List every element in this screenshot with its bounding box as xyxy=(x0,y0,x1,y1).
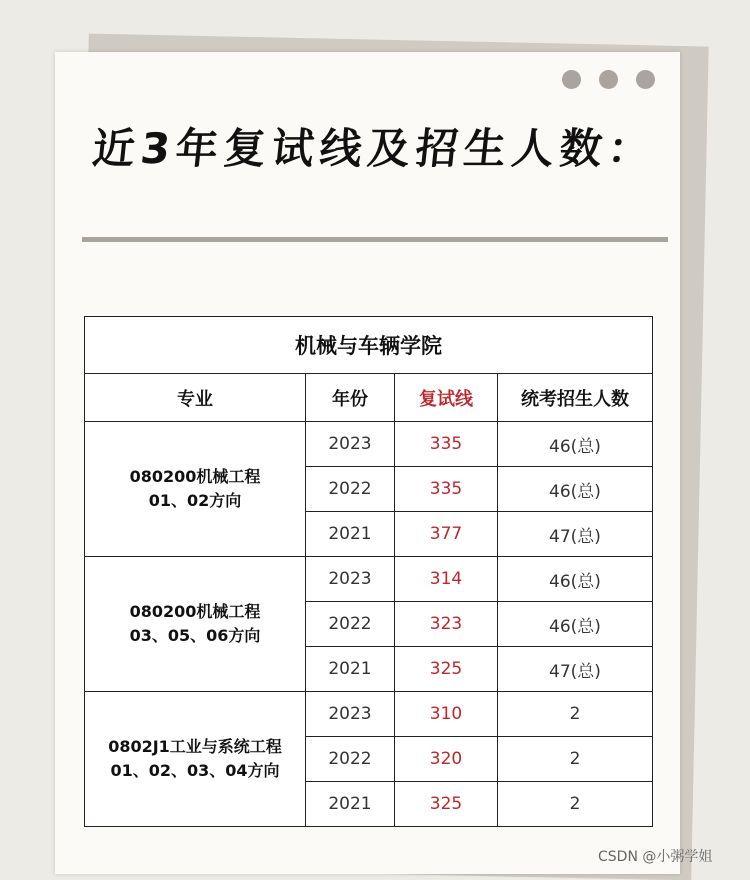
table-caption: 机械与车辆学院 xyxy=(85,317,653,374)
score-cell: 335 xyxy=(395,467,498,512)
table-row xyxy=(85,422,653,467)
year-cell: 2023 xyxy=(306,692,395,737)
score-cell: 323 xyxy=(395,602,498,647)
major-name: 080200机械工程 xyxy=(129,602,261,621)
year-cell: 2021 xyxy=(306,647,395,692)
year-cell: 2021 xyxy=(306,512,395,557)
score-cell: 325 xyxy=(395,782,498,827)
table-row xyxy=(85,557,653,602)
year-cell: 2022 xyxy=(306,602,395,647)
score-cell: 310 xyxy=(395,692,498,737)
header-count: 统考招生人数 xyxy=(498,374,653,422)
year-cell: 2023 xyxy=(306,557,395,602)
header-year: 年份 xyxy=(306,374,395,422)
header-row xyxy=(85,374,653,422)
year-cell: 2022 xyxy=(306,467,395,512)
score-cell: 314 xyxy=(395,557,498,602)
major-cell xyxy=(85,422,306,557)
header-score: 复试线 xyxy=(395,374,498,422)
score-cell: 335 xyxy=(395,422,498,467)
table-row xyxy=(85,692,653,737)
count-cell: 2 xyxy=(498,782,653,827)
year-cell: 2021 xyxy=(306,782,395,827)
dot-icon xyxy=(636,70,655,89)
count-cell: 46(总) xyxy=(498,467,653,512)
score-cell: 320 xyxy=(395,737,498,782)
major-name: 0802J1工业与系统工程 xyxy=(108,737,282,756)
year-cell: 2022 xyxy=(306,737,395,782)
major-direction: 03、05、06方向 xyxy=(129,626,261,645)
major-direction: 01、02、03、04方向 xyxy=(110,761,280,780)
page-title: 近3年复试线及招生人数： xyxy=(90,124,659,173)
major-cell xyxy=(85,557,306,692)
window-dots xyxy=(562,70,655,89)
count-cell: 46(总) xyxy=(498,602,653,647)
admission-table xyxy=(84,316,653,827)
title-divider xyxy=(82,237,668,242)
header-major: 专业 xyxy=(85,374,306,422)
score-cell: 377 xyxy=(395,512,498,557)
count-cell: 46(总) xyxy=(498,557,653,602)
dot-icon xyxy=(599,70,618,89)
count-cell: 46(总) xyxy=(498,422,653,467)
count-cell: 2 xyxy=(498,737,653,782)
dot-icon xyxy=(562,70,581,89)
major-name: 080200机械工程 xyxy=(129,467,261,486)
major-cell xyxy=(85,692,306,827)
major-direction: 01、02方向 xyxy=(148,491,242,510)
count-cell: 47(总) xyxy=(498,647,653,692)
score-cell: 325 xyxy=(395,647,498,692)
year-cell: 2023 xyxy=(306,422,395,467)
count-cell: 2 xyxy=(498,692,653,737)
watermark: CSDN @小粥学姐 xyxy=(598,849,713,865)
count-cell: 47(总) xyxy=(498,512,653,557)
